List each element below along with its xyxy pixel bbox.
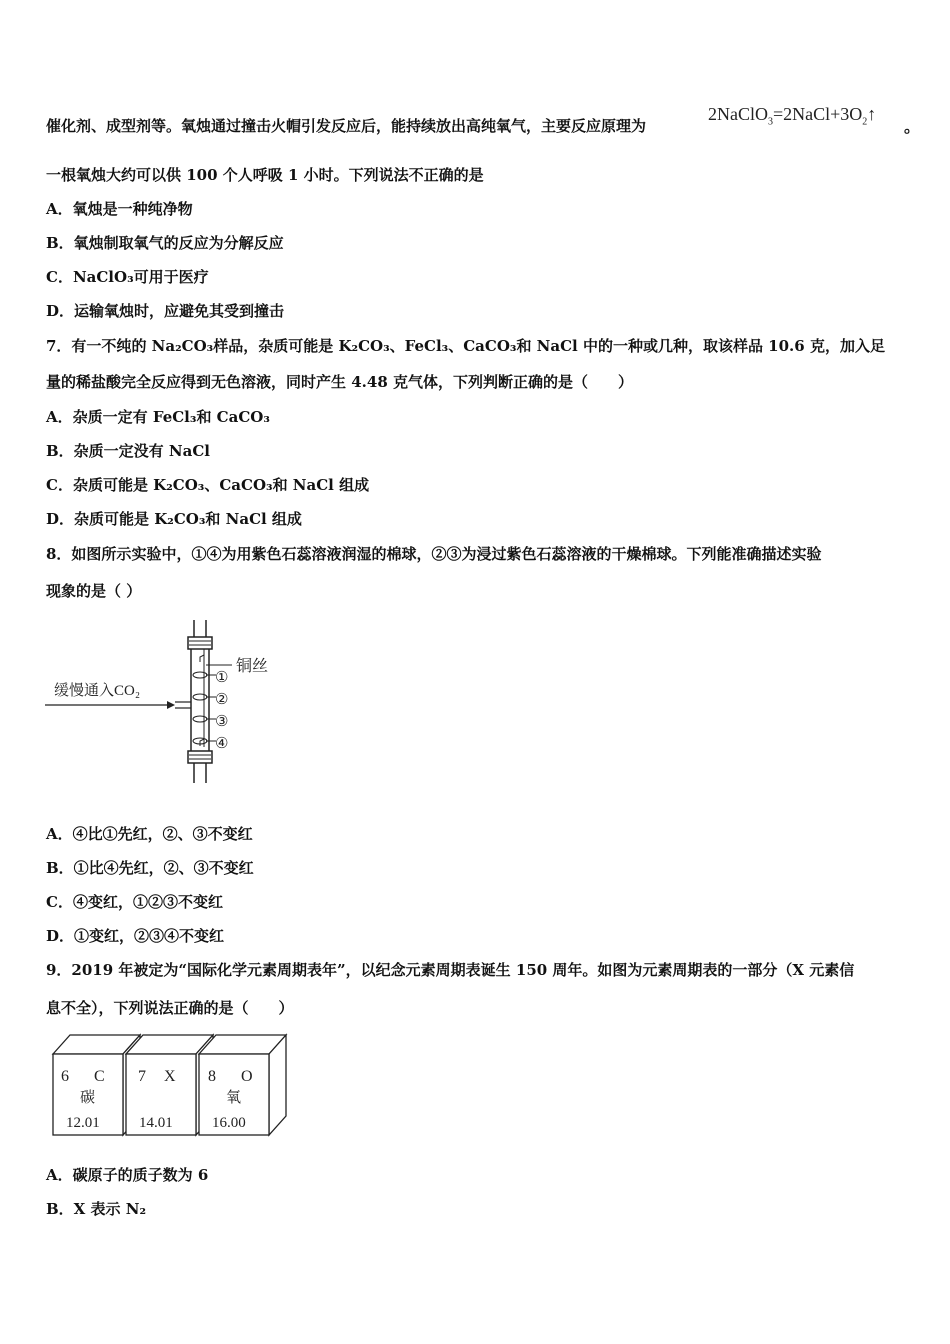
- element-number: 6: [61, 1068, 69, 1085]
- ball-label-4: ④: [215, 736, 229, 752]
- element-mass: 14.01: [139, 1115, 173, 1131]
- q8-stem-line1: 8．如图所示实验中，①④为用紫色石蕊溶液润湿的棉球，②③为浸过紫色石蕊溶液的干燥棉球。下列能准确描述实验: [46, 545, 822, 563]
- q7-stem-line1: 7．有一不纯的 Na₂CO₃样品，杂质可能是 K₂CO₃、FeCl₃、CaCO₃和 NaCl 中的一种或几种，取该样品 10.6 克，加入足: [46, 337, 885, 355]
- co2-inlet-label: 缓慢通入CO₂: [54, 683, 141, 699]
- q6-option-c: C．NaClO₃可用于医疗: [46, 268, 209, 286]
- q8-option-c: C．④变红，①②③不变红: [46, 893, 223, 911]
- formula-sub-1: 3: [768, 116, 773, 128]
- formula-part-mid: =2NaCl+3O: [773, 104, 863, 124]
- q7-option-d: D．杂质可能是 K₂CO₃和 NaCl 组成: [46, 510, 302, 528]
- q6-reaction-formula: [708, 104, 876, 128]
- q9-stem-line1: 9．2019 年被定为“国际化学元素周期表年”，以纪念元素周期表诞生 150 周年。如图为元素周期表的一部分（X 元素信: [46, 961, 855, 979]
- q9-stem-line2: 息不全），下列说法正确的是（ ）: [46, 999, 294, 1017]
- q8-stem-line2: 现象的是（ ）: [46, 582, 142, 600]
- q6-option-b: B．氧烛制取氧气的反应为分解反应: [46, 234, 284, 252]
- ball-label-2: ②: [215, 692, 229, 708]
- q7-stem-line2: 量的稀盐酸完全反应得到无色溶液，同时产生 4.48 克气体，下列判断正确的是（ ）: [46, 373, 633, 391]
- element-mass: 16.00: [212, 1115, 246, 1131]
- ball-label-3: ③: [215, 714, 229, 730]
- q6-end-dot: 。: [904, 117, 921, 136]
- formula-part-main: 2NaClO: [708, 104, 768, 124]
- formula-sub-2: 2: [862, 116, 868, 128]
- element-symbol: C: [94, 1068, 105, 1085]
- element-cell-oxygen: [199, 1035, 286, 1135]
- cotton-ball-3: [193, 716, 207, 722]
- q7-option-c: C．杂质可能是 K₂CO₃、CaCO₃和 NaCl 组成: [46, 476, 370, 494]
- q6-option-a: A．氧烛是一种纯净物: [46, 200, 193, 218]
- q9-option-a: A．碳原子的质子数为 6: [46, 1166, 209, 1184]
- q8-option-b: B．①比④先红，②、③不变红: [46, 859, 254, 877]
- cotton-ball-1: [193, 672, 207, 678]
- top-stopper: [188, 637, 212, 649]
- q7-option-a: A．杂质一定有 FeCl₃和 CaCO₃: [46, 408, 270, 426]
- q6-intro-line2: 一根氧烛大约可以供 100 个人呼吸 1 小时。下列说法不正确的是: [46, 166, 484, 184]
- element-number: 7: [138, 1068, 146, 1085]
- cotton-ball-2: [193, 694, 207, 700]
- q6-intro-line1: 催化剂、成型剂等。氧烛通过撞击火帽引发反应后，能持续放出高纯氧气，主要反应原理为: [46, 117, 647, 135]
- q8-option-a: A．④比①先红，②、③不变红: [46, 825, 253, 843]
- element-name: 氧: [226, 1090, 242, 1106]
- element-symbol: O: [241, 1068, 253, 1085]
- co2-experiment-figure: [40, 615, 290, 790]
- q7-option-b: B．杂质一定没有 NaCl: [46, 442, 210, 460]
- element-name: 碳: [80, 1090, 96, 1106]
- gas-arrow-icon: ↑: [867, 104, 877, 124]
- periodic-table-figure: [50, 1032, 290, 1137]
- copper-wire-label: 铜丝: [236, 658, 269, 675]
- inlet-arrow-icon: [167, 701, 175, 709]
- bottom-stopper: [188, 751, 212, 763]
- element-symbol: X: [164, 1068, 176, 1085]
- element-number: 8: [208, 1068, 216, 1085]
- q6-option-d: D．运输氧烛时，应避免其受到撞击: [46, 302, 285, 320]
- ball-label-1: ①: [215, 670, 229, 686]
- element-mass: 12.01: [66, 1115, 100, 1131]
- q9-option-b: B．X 表示 N₂: [46, 1200, 147, 1218]
- q8-option-d: D．①变红，②③④不变红: [46, 927, 225, 945]
